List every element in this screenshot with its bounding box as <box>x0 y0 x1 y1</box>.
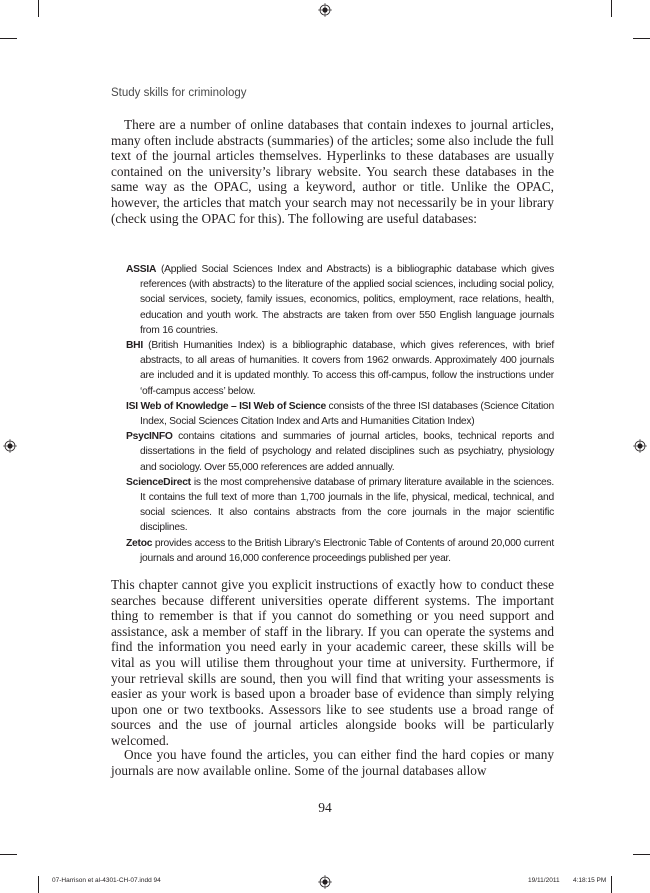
crop-mark <box>633 854 650 855</box>
slug-date: 19/11/2011 <box>528 877 560 884</box>
database-description: (British Humanities Index) is a bibliographic database, which gives references, with brief abstracts, to all areas of humanities. It covers from 1962 onwards. Approximately 400 journals are included and it is updated monthly. To access this off-campus, follow the instructions under ‘off-campus access’ below. <box>140 340 554 397</box>
crop-mark <box>633 38 650 39</box>
database-item-sciencedirect <box>126 475 554 536</box>
database-description: is the most comprehensive database of primary literature available in the sciences. It contains the full text of more than 1,700 journals in the life, physical, medical, technical, and social sciences. It also contains abstracts from the core journals in the major scientific disciplines. <box>140 476 554 534</box>
registration-mark-icon <box>633 439 647 453</box>
running-head: Study skills for criminology <box>111 87 247 99</box>
crop-mark <box>0 854 17 855</box>
crop-mark <box>38 0 39 17</box>
database-name: ISI Web of Knowledge – ISI Web of Science <box>126 400 326 412</box>
crop-mark <box>38 876 39 893</box>
database-name: PsycINFO <box>126 431 173 443</box>
slug-file-info: 07-Harrison et al-4301-CH-07.indd 94 <box>52 877 161 884</box>
database-name: Zetoc <box>126 537 153 549</box>
slug-time: 4:18:15 PM <box>573 877 607 884</box>
database-description: (Applied Social Sciences Index and Abstracts) is a bibliographic database which gives references (with abstracts) to the literature of the applied social sciences, including social policy, social services, society, family issues, economics, politics, employment, race relations, health, education and youth work. The abstracts are taken from over 550 English language journals from 16 countries. <box>140 264 554 336</box>
body-paragraph: This chapter cannot give you explicit instructions of exactly how to conduct these searches because different universities operate different systems. The important thing to remember is that if you cannot do something or you need support and assistance, ask a member of staff in the library. If you can operate the systems and find the information you need early in your academic career, these skills will be vital as you will utilise them throughout your time at university. Furthermore, if your retrieval skills are sound, then you will find that writing your assessments is easier as your work is based upon a broader base of evidence than simply relying upon one or two textbooks. Assessors like to see students use a broad range of sources and the use of journal articles alongside books will be particularly welcomed. <box>111 577 554 748</box>
database-name: BHI <box>126 340 143 352</box>
registration-mark-icon <box>318 3 332 17</box>
database-name: ASSIA <box>126 264 157 275</box>
page-number: 94 <box>318 800 332 815</box>
crop-mark <box>611 876 612 893</box>
body-paragraph: Once you have found the articles, you can either find the hard copies or many journals are now available online. Some of the journal databases allow <box>111 747 554 778</box>
crop-mark <box>611 0 612 17</box>
registration-mark-icon <box>318 875 332 889</box>
intro-paragraph: There are a number of online databases that contain indexes to journal articles, many often include abstracts (summaries) of the articles; some also include the full text of the journal articles themselves. Hyperlinks to these databases are usually contained on the university’s library website. You search these databases in the same way as the OPAC, using a keyword, author or title. Unlike the OPAC, however, the articles that match your search may not necessarily be in your library (check using the OPAC for this). The following are useful databases: <box>111 117 554 226</box>
database-item-isi <box>126 399 554 429</box>
database-item-bhi <box>126 338 554 399</box>
registration-mark-icon <box>3 439 17 453</box>
crop-mark <box>0 38 17 39</box>
database-item-zetoc <box>126 536 554 566</box>
database-list <box>126 262 554 566</box>
database-description: consists of the three ISI databases (Science Citation Index, Social Sciences Citation Index and Arts and Humanities Citation Index) <box>140 400 554 428</box>
database-name: ScienceDirect <box>126 476 191 488</box>
database-item-assia <box>126 262 554 338</box>
database-item-psycinfo <box>126 429 554 475</box>
database-description: provides access to the British Library’s Electronic Table of Contents of around 20,000 current journals and around 16,000 conference proceedings published per year. <box>140 537 554 564</box>
database-description: contains citations and summaries of journal articles, books, technical reports and dissertations in the field of psychology and related disciplines such as psychiatry, physiology and sociology. Over 55,000 references are added annually. <box>140 431 554 473</box>
